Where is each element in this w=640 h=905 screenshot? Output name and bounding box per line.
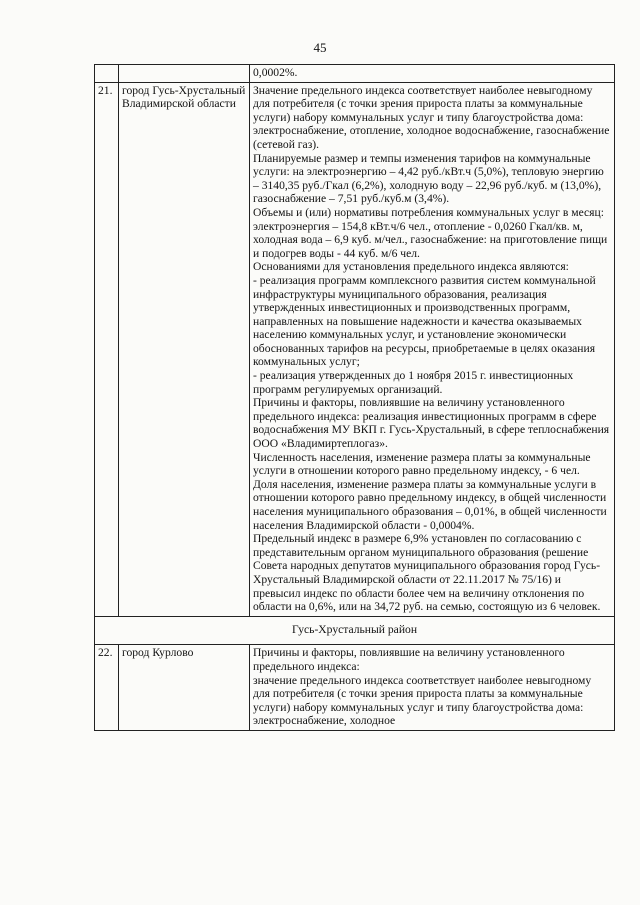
city-name: город Гусь-Хрустальный Владимирской области: [119, 82, 250, 616]
paragraph: Причины и факторы, повлиявшие на величину установленного предельного индекса:: [253, 646, 565, 673]
table-row-region: [95, 616, 615, 645]
row-number: 22.: [95, 645, 119, 731]
num-cell: [95, 65, 119, 83]
row-number: 21.: [95, 82, 119, 616]
document-table: [94, 64, 615, 731]
city-cell: [119, 65, 250, 83]
paragraph: Причины и факторы, повлиявшие на величину установленного предельного индекса: реализация инвестиционных программ в сфере водоснабжения МУ ВКП г. Гусь-Хрустальный, в сфере теплоснабжения ООО «Владимиртеплогаз».: [253, 396, 610, 451]
paragraph: Значение предельного индекса соответствует наиболее невыгодному для потребителя (с точки зрения прироста платы за коммунальные услуги) набору коммунальных услуг и типу благоустройства дома: электроснабжение, отопление, холодное водоснабжение, газоснабжение (сетевой газ).: [253, 83, 610, 151]
region-header: Гусь-Хрустальный район: [95, 616, 615, 645]
table-row-22: [95, 645, 615, 731]
page-number: 45: [313, 40, 327, 55]
table-row-21: [95, 82, 615, 616]
table-row-continuation: [95, 65, 615, 83]
city-name: город Курлово: [119, 645, 250, 731]
paragraph: Доля населения, изменение размера платы за коммунальные услуги в отношении которого равно предельному индексу, в общей численности населения муниципального образования – 0,01%, в общей численности населения Владимирской области - 0,0004%.: [253, 477, 607, 532]
paragraph: Предельный индекс в размере 6,9% установлен по согласованию с представительным органом муниципального образования (решение Совета народных депутатов муниципального образования город Гусь-Хрустальный Владимирской области от 22.11.2017 № 75/16) и превысил индекс по области более чем на величину отклонения по области на 0,6%, или на 34,72 руб. на семью, состоящую из 6 человек.: [253, 532, 601, 614]
paragraph: Численность населения, изменение размера платы за коммунальные услуги в отношении которого равно предельному индексу, - 6 чел.: [253, 450, 591, 478]
text-cell: [250, 82, 615, 616]
paragraph: Объемы и (или) нормативы потребления коммунальных услуг в месяц: электроэнергия – 154,8 кВт.ч/6 чел., отопление - 0,0260 Гкал/кв. м, холодная вода – 6,9 куб. м/чел., газоснабжение: на приготовление пищи и подогрев воды - 44 куб. м/6 чел.: [253, 205, 608, 260]
paragraph: - реализация программ комплексного развития систем коммунальной инфраструктуры муниципального образования, реализация утвержденных инвестиционных и производственных программ, направленных на повышение надежности и качества оказываемых населению коммунальных услуг, и установление экономически обоснованных тарифов на ресурсы, приобретаемые в целях оказания коммунальных услуг;: [253, 273, 596, 369]
text-cell: [250, 645, 615, 731]
paragraph: значение предельного индекса соответствует наиболее невыгодному для потребителя (с точки зрения прироста платы за коммунальные услуги) набору коммунальных услуг и типу благоустройства дома: электроснабжение, холодное: [253, 673, 592, 728]
paragraph: Планируемые размер и темпы изменения тарифов на коммунальные услуги: на электроэнергию – 4,42 руб./кВт.ч (5,0%), тепловую энергию – 3140,35 руб./Гкал (6,2%), холодную воду – 22,96 руб./куб. м (13,0%), газоснабжение – 7,51 руб./куб.м (3,4%).: [253, 151, 604, 206]
text-cell: 0,0002%.: [250, 65, 615, 83]
paragraph: Основаниями для установления предельного индекса являются:: [253, 260, 569, 274]
paragraph: - реализация утвержденных до 1 ноября 2015 г. инвестиционных программ регулируемых организаций.: [253, 369, 574, 396]
